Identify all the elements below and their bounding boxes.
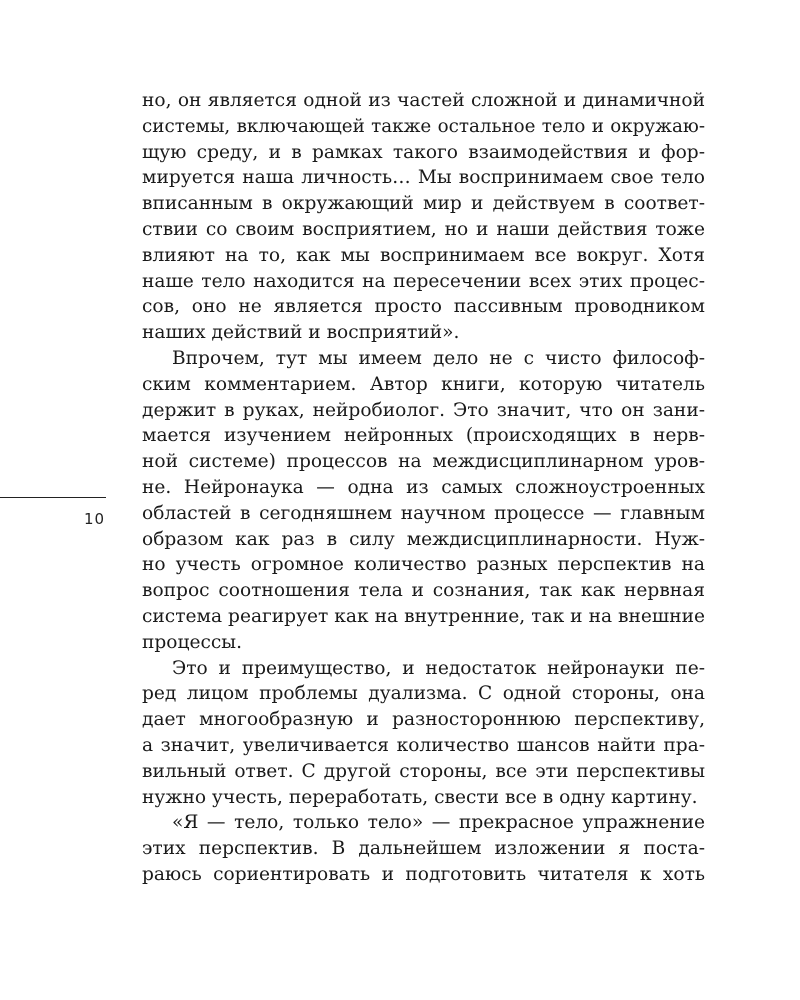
- text-line: щую среду, и в рамках такого взаимодействия и фор-: [142, 141, 705, 163]
- text-line: нужно учесть, переработать, свести все в одну картину.: [142, 786, 698, 808]
- page-number: 10: [84, 510, 106, 528]
- paragraph-first-line: «Я — тело, только тело» — прекрасное упражнение: [172, 812, 705, 834]
- body-text: [142, 88, 705, 888]
- text-line: наших действий и восприятий».: [142, 322, 460, 344]
- paragraph-first-line: Впрочем, тут мы имеем дело не с чисто философ-: [172, 347, 705, 369]
- text-line: ной системе) процессов на междисциплинарном уров-: [142, 451, 705, 473]
- text-line: держит в руках, нейробиолог. Это значит, что он зани-: [142, 399, 705, 421]
- text-line: наше тело находится на пересечении всех этих процес-: [142, 270, 705, 292]
- text-line: вписанным в окружающий мир и действуем в соответ-: [142, 193, 705, 215]
- text-line: образом как раз в силу междисциплинарности. Нуж-: [142, 528, 705, 550]
- text-line: дает многообразную и разностороннюю перспективу,: [142, 709, 705, 731]
- text-line: ствии со своим восприятием, но и наши действия тоже: [142, 218, 705, 240]
- text-line: мается изучением нейронных (происходящих в нерв-: [142, 425, 705, 447]
- text-line: сов, оно не является просто пассивным проводником: [142, 296, 705, 318]
- text-line: областей в сегодняшнем научном процессе — главным: [142, 502, 705, 524]
- text-line: мируется наша личность… Мы воспринимаем свое тело: [142, 167, 705, 189]
- text-line: не. Нейронаука — одна из самых сложноустроенных: [142, 476, 705, 498]
- text-line: системы, включающей также остальное тело и окружаю-: [142, 115, 705, 137]
- text-line: вильный ответ. С другой стороны, все эти перспективы: [142, 760, 705, 782]
- text-line: ским комментарием. Автор книги, которую читатель: [142, 373, 705, 395]
- text-line: этих перспектив. В дальнейшем изложении я поста-: [142, 838, 705, 860]
- text-line: ред лицом проблемы дуализма. С одной стороны, она: [142, 683, 705, 705]
- text-line: а значит, увеличивается количество шансов найти пра-: [142, 734, 705, 756]
- text-line: раюсь сориентировать и подготовить читателя к хоть: [142, 863, 705, 885]
- text-line: но, он является одной из частей сложной и динамичной: [142, 90, 705, 111]
- text-line: процессы.: [142, 631, 242, 653]
- paragraph-first-line: Это и преимущество, и недостаток нейронауки пе-: [172, 657, 705, 679]
- text-line: но учесть огромное количество разных перспектив на: [142, 554, 705, 576]
- margin-rule: [0, 497, 106, 498]
- text-line: влияют на то, как мы воспринимаем все вокруг. Хотя: [142, 244, 705, 266]
- text-line: вопрос соотношения тела и сознания, так как нервная: [142, 580, 705, 602]
- text-line: система реагирует как на внутренние, так и на внешние: [142, 605, 705, 627]
